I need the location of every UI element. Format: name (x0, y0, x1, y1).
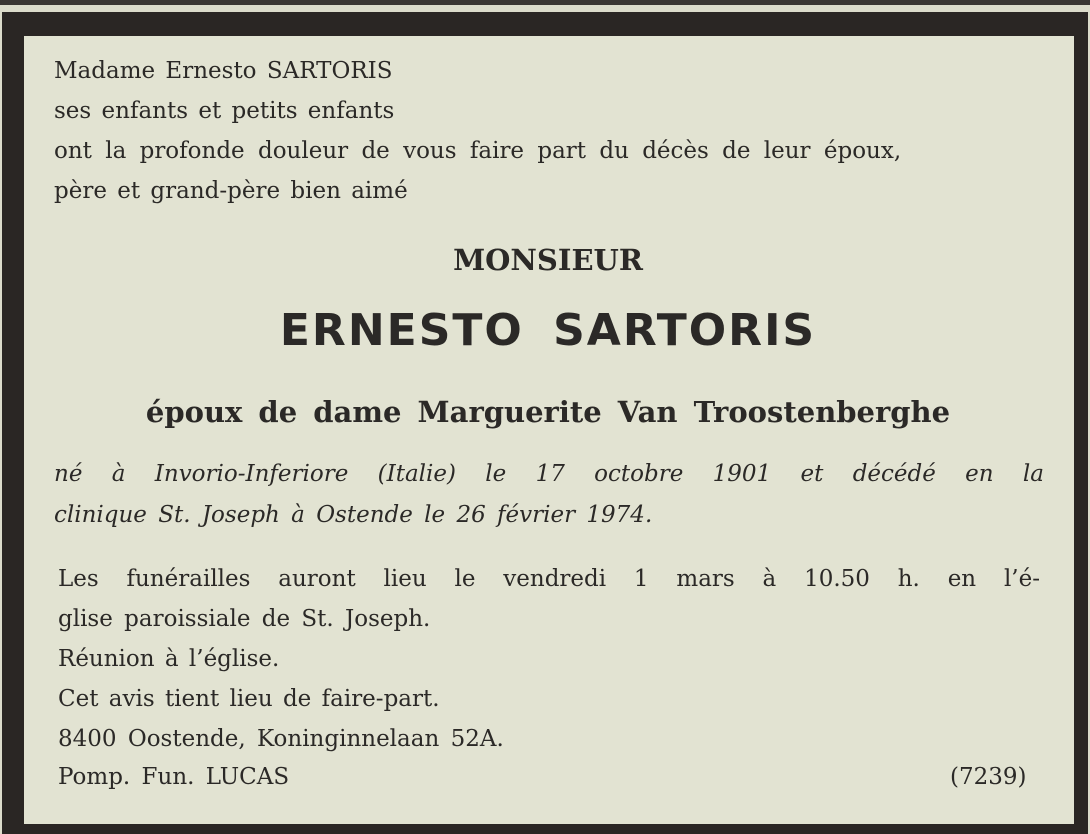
notice-line: Cet avis tient lieu de faire-part. (58, 686, 440, 712)
birth-death-line-1: né à Invorio-Inferiore (Italie) le 17 octobre 1901 et décédé en la (54, 461, 1044, 487)
intro-line-relation: père et grand-père bien aimé (54, 178, 408, 204)
address-line: 8400 Oostende, Koninginnelaan 52A. (58, 726, 504, 752)
gathering-line: Réunion à l’église. (58, 646, 280, 672)
funeral-details-line: Les funérailles auront lieu le vendredi 1 mars à 10.50 h. en l’é- (58, 566, 1040, 592)
funeral-home-line: Pomp. Fun. LUCAS (58, 764, 290, 790)
top-rule (0, 0, 1090, 5)
church-line: glise paroissiale de St. Joseph. (58, 606, 431, 632)
spouse-line: époux de dame Marguerite Van Troostenberghe (145, 395, 951, 429)
birth-death-line-2: clinique St. Joseph à Ostende le 26 février 1974. (54, 502, 653, 528)
honorific-title: MONSIEUR (453, 243, 643, 277)
intro-line-family: ses enfants et petits enfants (54, 98, 395, 124)
intro-line-announcement: ont la profonde douleur de vous faire part du décès de leur époux, (54, 138, 902, 164)
intro-line-widow: Madame Ernesto SARTORIS (54, 58, 393, 84)
deceased-name: ERNESTO SARTORIS (279, 305, 817, 356)
reference-number: (7239) (950, 764, 1027, 790)
